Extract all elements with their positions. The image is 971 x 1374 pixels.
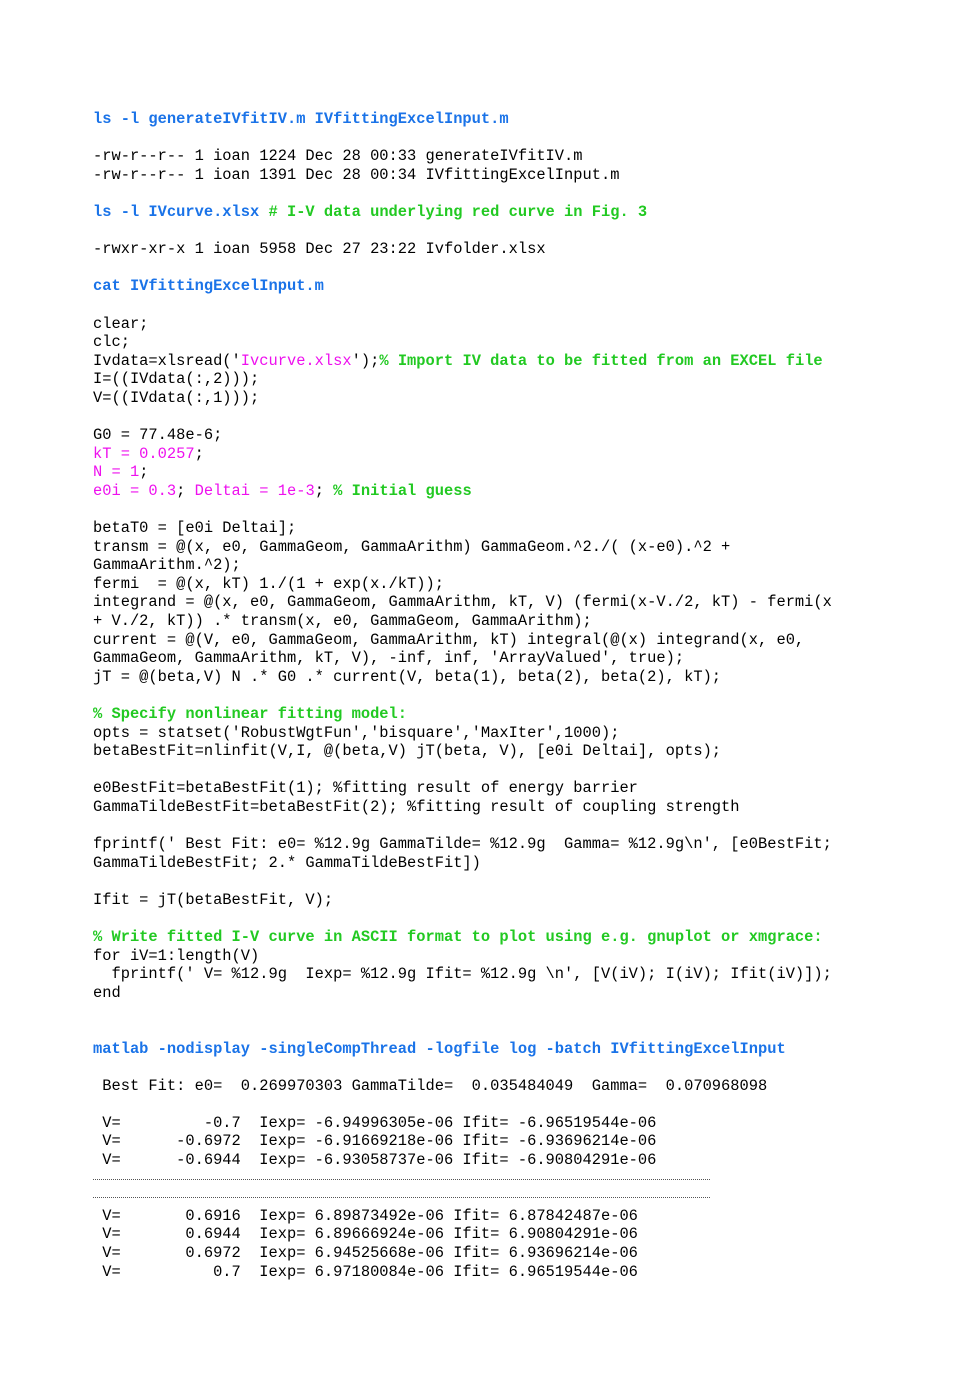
- code-comment: % Specify nonlinear fitting model:: [93, 705, 408, 723]
- spacer: [93, 129, 953, 148]
- spacer: [93, 910, 953, 929]
- code-line-n: [93, 463, 953, 482]
- code-line-kt: [93, 445, 953, 464]
- code-comment: % Initial guess: [333, 481, 472, 500]
- result-row: V= 0.6916 Iexp= 6.89873492e-06 Ifit= 6.87842487e-06: [93, 1206, 638, 1225]
- spacer: [93, 817, 953, 836]
- spacer: [93, 1003, 953, 1040]
- code-fragment: ;: [139, 463, 149, 482]
- result-row: V= -0.6944 Iexp= -6.93058737e-06 Ifit= -6.90804291e-06: [93, 1151, 657, 1170]
- variable-assignment: kT = 0.0257: [93, 444, 195, 463]
- code-comment: % Write fitted I-V curve in ASCII format to plot using e.g. gnuplot or xmgrace:: [93, 928, 823, 947]
- code-fragment: Ivdata=xlsread(': [93, 351, 241, 370]
- code-line: betaT0 = [e0i Deltai];: [93, 519, 297, 538]
- code-line: fermi = @(x, kT) 1./(1 + exp(x./kT));: [93, 574, 444, 593]
- code-line: fprintf(' V= %12.9g Iexp= %12.9g Ifit= %12.9g \n', [V(iV); I(iV); Ifit(iV)]);: [93, 965, 832, 984]
- code-line: + V./2, kT)) .* transm(x, e0, GammaGeom, GammaArithm);: [93, 612, 592, 631]
- spacer: [93, 500, 953, 519]
- dotted-separator: [93, 1170, 953, 1189]
- code-comment: % Import IV data to be fitted from an EXCEL file: [379, 351, 823, 370]
- code-line: GammaTildeBestFit; 2.* GammaTildeBestFit]): [93, 853, 481, 872]
- result-row: V= -0.6972 Iexp= -6.91669218e-06 Ifit= -6.93696214e-06: [93, 1132, 657, 1151]
- code-fragment: ');: [351, 351, 380, 370]
- spacer: [93, 1095, 953, 1114]
- code-line: end: [93, 983, 121, 1002]
- spacer: [93, 296, 953, 315]
- output-line: -rwxr-xr-x 1 ioan 5958 Dec 27 23:22 Ivfolder.xlsx: [93, 240, 546, 259]
- code-line: current = @(V, e0, GammaGeom, GammaArithm, kT) integral(@(x) integrand(x, e0,: [93, 630, 805, 649]
- code-line: V=((IVdata(:,1)));: [93, 388, 260, 407]
- code-line: I=((IVdata(:,2)));: [93, 370, 260, 389]
- code-line: GammaTildeBestFit=betaBestFit(2); %fitting result of coupling strength: [93, 797, 740, 816]
- command-cat-script: cat IVfittingExcelInput.m: [93, 277, 324, 296]
- code-fragment: ;: [314, 481, 334, 500]
- code-line: transm = @(x, e0, GammaGeom, GammaArithm) GammaGeom.^2./( (x-e0).^2 +: [93, 537, 731, 556]
- code-fragment: ;: [176, 481, 195, 500]
- code-fragment: ;: [194, 444, 204, 463]
- result-row: V= -0.7 Iexp= -6.94996305e-06 Ifit= -6.96519544e-06: [93, 1113, 657, 1132]
- spacer: [93, 686, 953, 705]
- code-line: G0 = 77.48e-6;: [93, 426, 223, 445]
- spacer: [93, 1058, 953, 1077]
- spacer: [93, 222, 953, 241]
- command-text: ls -l IVcurve.xlsx: [93, 202, 260, 221]
- code-line: Ifit = jT(betaBestFit, V);: [93, 890, 334, 909]
- dotted-separator: [93, 1188, 953, 1207]
- variable-assignment: e0i = 0.3: [93, 481, 177, 500]
- spacer: [93, 408, 953, 427]
- code-line: jT = @(beta,V) N .* G0 .* current(V, beta(1), beta(2), beta(2), kT);: [93, 667, 722, 686]
- code-line: fprintf(' Best Fit: e0= %12.9g GammaTilde= %12.9g Gamma= %12.9g\n', [e0BestFit;: [93, 835, 832, 854]
- result-row: V= 0.7 Iexp= 6.97180084e-06 Ifit= 6.96519544e-06: [93, 1262, 638, 1281]
- string-literal: Ivcurve.xlsx: [240, 351, 352, 370]
- code-line: GammaArithm.^2);: [93, 556, 241, 575]
- code-line: for iV=1:length(V): [93, 946, 260, 965]
- terminal-document: [93, 110, 953, 1281]
- output-line: -rw-r--r-- 1 ioan 1224 Dec 28 00:33 generateIVfitIV.m: [93, 147, 583, 166]
- spacer: [93, 259, 953, 278]
- code-line: clc;: [93, 333, 130, 352]
- command-ls-data: [93, 203, 953, 222]
- code-line: opts = statset('RobustWgtFun','bisquare','MaxIter',1000);: [93, 723, 620, 742]
- variable-assignment: N = 1: [93, 463, 140, 482]
- spacer: [93, 184, 953, 203]
- code-line-guess: [93, 482, 953, 501]
- command-matlab-batch: matlab -nodisplay -singleCompThread -logfile log -batch IVfittingExcelInput: [93, 1039, 786, 1058]
- code-line: clear;: [93, 314, 149, 333]
- spacer: [93, 761, 953, 780]
- best-fit-output: Best Fit: e0= 0.269970303 GammaTilde= 0.035484049 Gamma= 0.070968098: [93, 1076, 768, 1095]
- code-line: e0BestFit=betaBestFit(1); %fitting result of energy barrier: [93, 779, 638, 798]
- code-line-xlsread: [93, 352, 953, 371]
- code-line: GammaGeom, GammaArithm, kT, V), -inf, inf, 'ArrayValued', true);: [93, 649, 685, 668]
- command-ls-scripts: ls -l generateIVfitIV.m IVfittingExcelInput.m: [93, 110, 509, 128]
- spacer: [93, 872, 953, 891]
- code-line: integrand = @(x, e0, GammaGeom, GammaArithm, kT, V) (fermi(x-V./2, kT) - fermi(x: [93, 593, 832, 612]
- result-row: V= 0.6944 Iexp= 6.89666924e-06 Ifit= 6.90804291e-06: [93, 1225, 638, 1244]
- variable-assignment: Deltai = 1e-3: [194, 481, 315, 500]
- command-comment: # I-V data underlying red curve in Fig. 3: [259, 202, 648, 221]
- output-line: -rw-r--r-- 1 ioan 1391 Dec 28 00:34 IVfittingExcelInput.m: [93, 165, 620, 184]
- result-row: V= 0.6972 Iexp= 6.94525668e-06 Ifit= 6.93696214e-06: [93, 1244, 638, 1263]
- code-line: betaBestFit=nlinfit(V,I, @(beta,V) jT(beta, V), [e0i Deltai], opts);: [93, 742, 722, 761]
